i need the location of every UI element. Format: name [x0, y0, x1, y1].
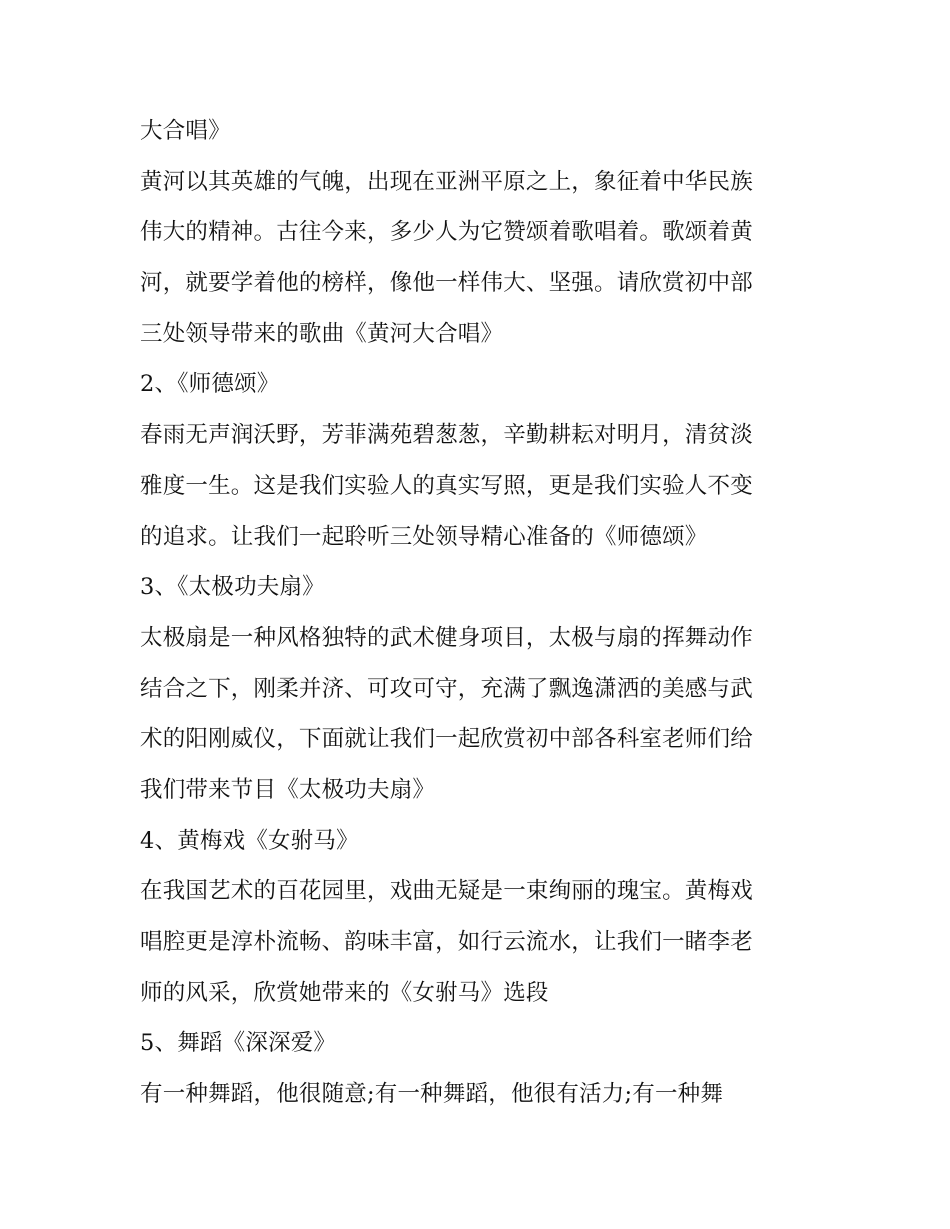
document-body	[140, 106, 812, 1120]
text-line: 伟大的精神。古往今来，多少人为它赞颂着歌唱着。歌颂着黄	[140, 219, 753, 246]
section-heading: 3、《太极功夫扇》	[140, 574, 325, 601]
text-line: 在我国艺术的百花园里，戏曲无疑是一束绚丽的瑰宝。黄梅戏	[140, 878, 753, 905]
text-line: 黄河以其英雄的气魄，出现在亚洲平原之上，象征着中华民族	[140, 168, 753, 195]
text-line: 唱腔更是淳朴流畅、韵味丰富，如行云流水，让我们一睹李老	[140, 929, 753, 955]
text-line: 结合之下，刚柔并济、可攻可守，充满了飘逸潇洒的美感与武	[140, 675, 753, 702]
text-line: 的追求。让我们一起聆听三处领导精心准备的《师德颂》	[140, 523, 708, 550]
text-line: 河，就要学着他的榜样，像他一样伟大、坚强。请欣赏初中部	[140, 270, 753, 297]
text-line: 三处领导带来的歌曲《黄河大合唱》	[140, 320, 504, 347]
text-line: 师的风采，欣赏她带来的《女驸马》选段	[140, 979, 549, 1006]
section-heading: 4、黄梅戏《女驸马》	[140, 827, 359, 854]
text-line: 我们带来节目《太极功夫扇》	[140, 776, 436, 803]
text-line: 术的阳刚威仪，下面就让我们一起欣赏初中部各科室老师们给	[140, 726, 753, 753]
text-line: 雅度一生。这是我们实验人的真实写照，更是我们实验人不变	[140, 472, 753, 499]
text-line: 大合唱》	[140, 118, 231, 144]
text-line: 春雨无声润沃野，芳菲满苑碧葱葱，辛勤耕耘对明月，清贫淡	[140, 422, 753, 449]
text-line: 有一种舞蹈，他很随意;有一种舞蹈，他很有活力;有一种舞	[140, 1081, 724, 1108]
section-heading: 5、舞蹈《深深爱》	[140, 1030, 337, 1057]
text-line: 太极扇是一种风格独特的武术健身项目，太极与扇的挥舞动作	[140, 624, 753, 651]
section-heading: 2、《师德颂》	[140, 371, 280, 398]
